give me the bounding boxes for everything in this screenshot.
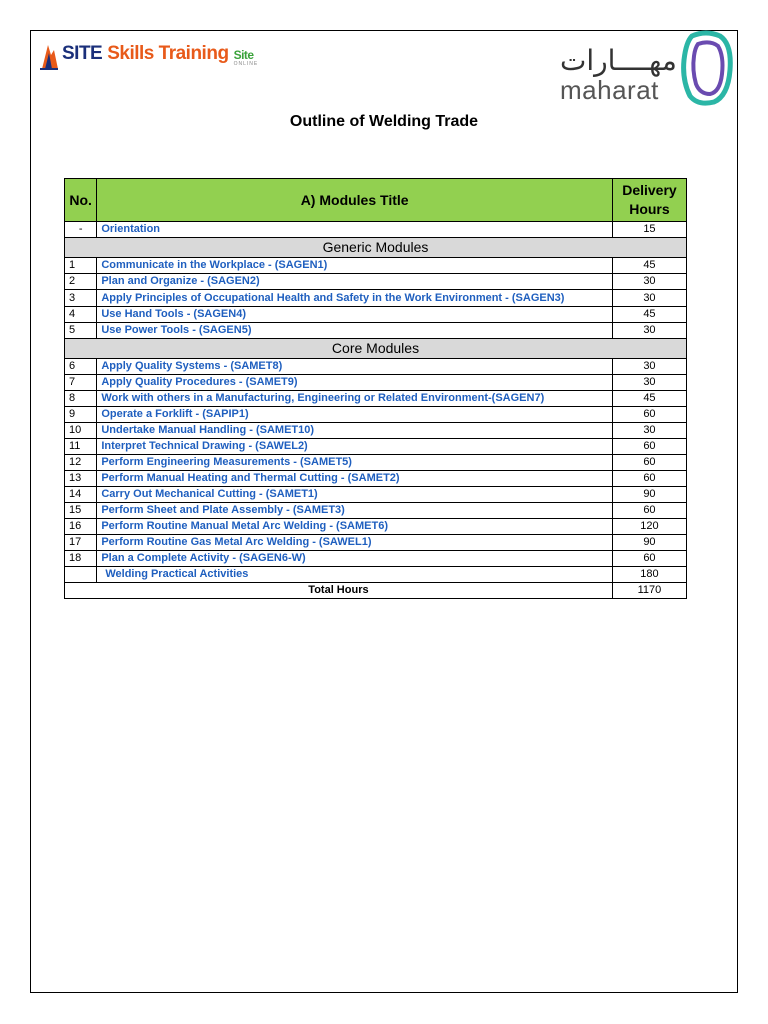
- site-logo-site-word: SITE: [62, 43, 103, 64]
- site-flame-icon: [38, 41, 60, 71]
- table-row: [65, 359, 687, 375]
- header-modules-title: A) Modules Title: [97, 179, 613, 222]
- site-logo-skills-word: Skills Training: [107, 43, 229, 64]
- total-hours: 1170: [612, 583, 686, 599]
- row-no: 6: [65, 359, 97, 375]
- table-row: [65, 471, 687, 487]
- row-hours: 30: [612, 423, 686, 439]
- table-row-orientation: [65, 222, 687, 238]
- row-no: 5: [65, 323, 97, 339]
- row-no: 17: [65, 535, 97, 551]
- module-title-link[interactable]: Apply Principles of Occupational Health and Safety in the Work Environment - (SAGEN3): [97, 290, 613, 307]
- module-title-link[interactable]: Plan a Complete Activity - (SAGEN6-W): [97, 551, 613, 567]
- module-title-link[interactable]: Perform Routine Manual Metal Arc Welding - (SAMET6): [97, 519, 613, 535]
- module-title-link[interactable]: Plan and Organize - (SAGEN2): [97, 274, 613, 290]
- header-no: No.: [65, 179, 97, 222]
- row-hours: 60: [612, 551, 686, 567]
- site-logo-small-word: Site: [233, 48, 254, 62]
- module-title-link[interactable]: Welding Practical Activities: [97, 567, 613, 583]
- row-hours: 30: [612, 359, 686, 375]
- row-no: 14: [65, 487, 97, 503]
- module-title-link[interactable]: Operate a Forklift - (SAPIP1): [97, 407, 613, 423]
- row-hours: 60: [612, 455, 686, 471]
- row-hours: 15: [612, 222, 686, 238]
- table-row: [65, 375, 687, 391]
- module-title-link[interactable]: Apply Quality Systems - (SAMET8): [97, 359, 613, 375]
- table-row: [65, 535, 687, 551]
- row-no: 11: [65, 439, 97, 455]
- module-title-link[interactable]: Interpret Technical Drawing - (SAWEL2): [97, 439, 613, 455]
- table-row: [65, 307, 687, 323]
- module-title-link[interactable]: Use Hand Tools - (SAGEN4): [97, 307, 613, 323]
- module-title-link[interactable]: Perform Sheet and Plate Assembly - (SAMET3): [97, 503, 613, 519]
- core-modules-body: [65, 359, 687, 567]
- row-hours: 30: [612, 290, 686, 307]
- section-title-core: Core Modules: [65, 339, 687, 359]
- table-row: [65, 290, 687, 307]
- row-no: 13: [65, 471, 97, 487]
- row-no: 4: [65, 307, 97, 323]
- module-title-link[interactable]: Perform Routine Gas Metal Arc Welding - (SAWEL1): [97, 535, 613, 551]
- row-hours: 90: [612, 535, 686, 551]
- row-hours: 45: [612, 391, 686, 407]
- row-hours: 120: [612, 519, 686, 535]
- module-title-link[interactable]: Undertake Manual Handling - (SAMET10): [97, 423, 613, 439]
- row-hours: 45: [612, 307, 686, 323]
- row-hours: 30: [612, 274, 686, 290]
- row-hours: 60: [612, 471, 686, 487]
- maharat-logo-arabic: مهــــارات: [560, 44, 677, 77]
- module-title-link[interactable]: Use Power Tools - (SAGEN5): [97, 323, 613, 339]
- row-no: -: [65, 222, 97, 238]
- row-no: 16: [65, 519, 97, 535]
- row-no: 2: [65, 274, 97, 290]
- row-no: [65, 567, 97, 583]
- row-hours: 30: [612, 375, 686, 391]
- module-title-link[interactable]: Work with others in a Manufacturing, Engineering or Related Environment-(SAGEN7): [97, 391, 613, 407]
- row-hours: 90: [612, 487, 686, 503]
- table-row: [65, 407, 687, 423]
- row-no: 10: [65, 423, 97, 439]
- table-row: [65, 323, 687, 339]
- module-title-link[interactable]: Carry Out Mechanical Cutting - (SAMET1): [97, 487, 613, 503]
- module-title-link[interactable]: Perform Manual Heating and Thermal Cutting - (SAMET2): [97, 471, 613, 487]
- row-no: 1: [65, 258, 97, 274]
- row-hours: 60: [612, 439, 686, 455]
- row-no: 12: [65, 455, 97, 471]
- table-row: [65, 391, 687, 407]
- row-hours: 30: [612, 323, 686, 339]
- section-row-core: [65, 339, 687, 359]
- site-logo-small-sub: ONLINE: [233, 61, 259, 67]
- module-title-link[interactable]: Perform Engineering Measurements - (SAMET5): [97, 455, 613, 471]
- row-hours: 60: [612, 407, 686, 423]
- maharat-logo-latin: maharat: [560, 75, 659, 105]
- table-row: [65, 551, 687, 567]
- row-no: 9: [65, 407, 97, 423]
- row-no: 8: [65, 391, 97, 407]
- header-delivery-hours: Delivery Hours: [612, 179, 686, 222]
- table-row: [65, 274, 687, 290]
- table-row: [65, 503, 687, 519]
- section-row-generic: [65, 238, 687, 258]
- table-row: [65, 519, 687, 535]
- table-row: [65, 487, 687, 503]
- row-hours: 45: [612, 258, 686, 274]
- site-skills-training-logo: [38, 36, 258, 76]
- row-no: 7: [65, 375, 97, 391]
- document-title: Outline of Welding Trade: [289, 113, 479, 130]
- table-row: [65, 439, 687, 455]
- module-title-link[interactable]: Apply Quality Procedures - (SAMET9): [97, 375, 613, 391]
- generic-modules-body: [65, 258, 687, 339]
- modules-table: [64, 178, 687, 599]
- total-label: Total Hours: [65, 583, 613, 599]
- row-no: 15: [65, 503, 97, 519]
- row-hours: 60: [612, 503, 686, 519]
- table-row: [65, 423, 687, 439]
- table-row: [65, 258, 687, 274]
- section-title-generic: Generic Modules: [65, 238, 687, 258]
- row-no: 3: [65, 290, 97, 307]
- table-row-practical: [65, 567, 687, 583]
- table-header-row: [65, 179, 687, 222]
- table-row-total: [65, 583, 687, 599]
- row-hours: 180: [612, 567, 686, 583]
- row-no: 18: [65, 551, 97, 567]
- module-title-link[interactable]: Orientation: [97, 222, 613, 238]
- module-title-link[interactable]: Communicate in the Workplace - (SAGEN1): [97, 258, 613, 274]
- maharat-mark-icon: [676, 30, 738, 108]
- table-row: [65, 455, 687, 471]
